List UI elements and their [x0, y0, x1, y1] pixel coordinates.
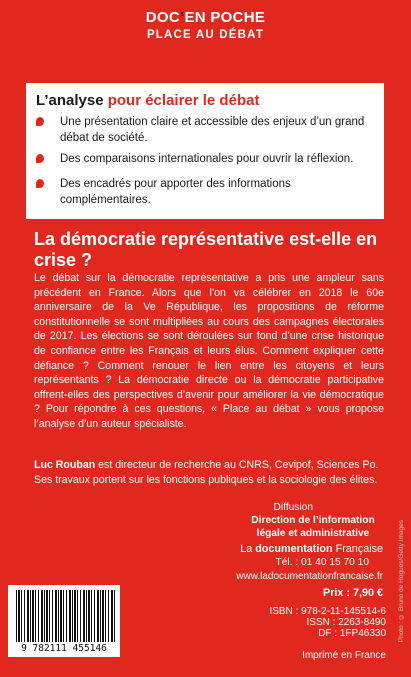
series-subtitle: PLACE AU DÉBAT — [146, 29, 265, 41]
features-panel — [26, 83, 384, 219]
price: Prix : 7,90 € — [323, 587, 384, 599]
publisher-direction: Direction de l’information légale et administrative — [251, 515, 375, 539]
bullet-icon — [36, 154, 44, 163]
barcode-digits: 9 782111 455146 — [21, 643, 107, 654]
printed-in: Imprimé en France — [302, 650, 386, 661]
feature-item: Une présentation claire et accessible des enjeux d’un grand débat de société. — [36, 114, 376, 146]
publisher-logo: La documentation Française — [240, 543, 383, 555]
df-code: DF : 1FP46330 — [318, 628, 386, 639]
author-name: Luc Rouban — [34, 459, 96, 471]
diffusion-label: Diffusion — [273, 502, 313, 513]
brand-apostrophe: ’ — [180, 9, 185, 26]
barcode-bars — [16, 590, 116, 642]
panel-heading: L’analyse pour éclairer le débat — [36, 92, 260, 109]
description: Le débat sur la démocratie représentative a pris une ampleur sans précédent en France. Alors que l’on va célébrer en 2018 le 60e anniversaire de la Ve République, les propositions de réforme constitutionnelle se sont multipliées au cours des campagnes électorales de 2017. Les élections se sont déroulées sur fond d’une crise historique de confiance entre les Français et leurs élus. Comment expliquer cette défiance ? Comment renouer le lien entre les citoyens et leurs représentants ? La démocratie directe ou la démocratie participative offrent-elles des perspectives d’avenir pour améliorer la vie démocratique ? Pour répondre à ces questions, « Place au débat » vous propose l’analyse d’un auteur spécialiste. — [34, 272, 384, 430]
publisher-phone: Tél. : 01 40 15 70 10 — [275, 557, 369, 568]
bullet-icon — [36, 179, 44, 188]
feature-item: Des comparaisons internationales pour ouvrir la réflexion. — [36, 151, 376, 167]
book-title: La démocratie représentative est-elle en crise ? — [34, 229, 378, 270]
isbn: ISBN : 978-2-11-145514-6 — [269, 606, 386, 617]
feature-item: Des encadrés pour apporter des informations complémentaires. — [36, 176, 376, 208]
publisher-website: www.ladocumentationfrancaise.fr — [236, 571, 383, 582]
issn: ISSN : 2263-8490 — [306, 617, 386, 628]
barcode — [8, 585, 120, 657]
photo-credit: Photo : © Bruno de Hogues/Getty Images — [398, 520, 405, 643]
panel-heading-accent: pour éclairer le débat — [107, 92, 260, 109]
series-brand: DOC’EN POCHE — [145, 9, 266, 26]
bullet-icon — [36, 117, 44, 126]
author-bio: Luc Rouban est directeur de recherche au CNRS, Cevipof, Sciences Po. Ses travaux portent sur les fonctions publiques et la sociologie des élites. — [34, 459, 379, 486]
